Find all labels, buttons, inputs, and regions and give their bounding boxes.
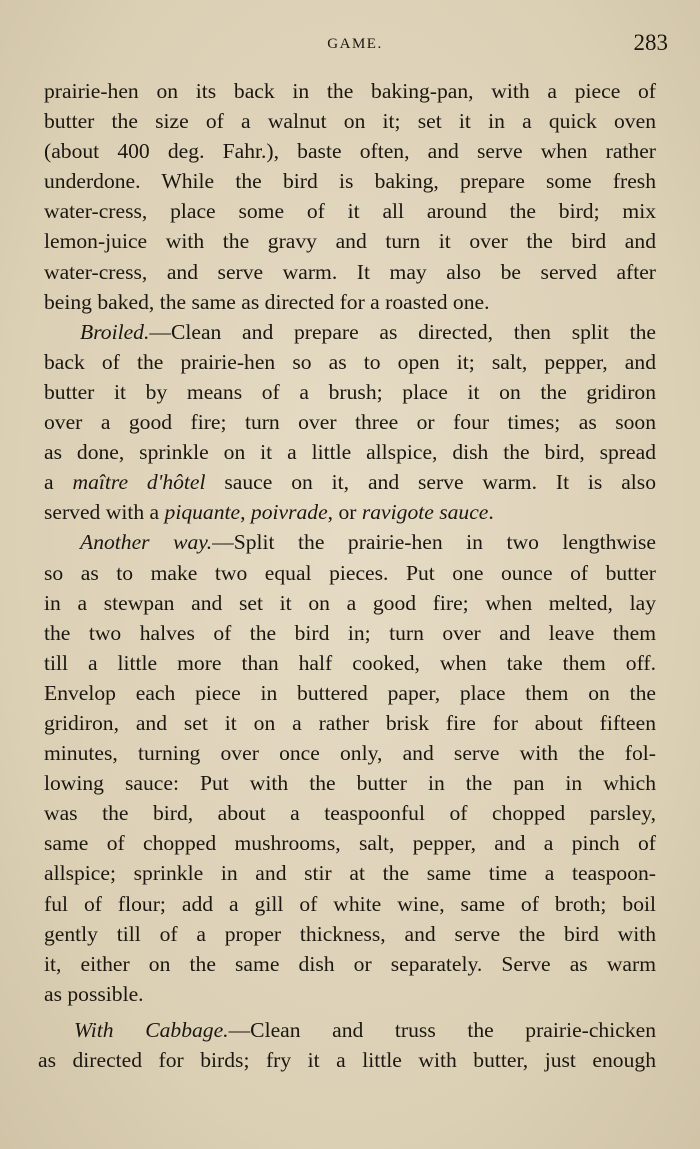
section-heading-another-way: Another way. bbox=[80, 530, 213, 555]
text-line: being baked, the same as directed for a roasted one. bbox=[44, 289, 490, 314]
text-line: ful of flour; add a gill of white wine, same of broth; boil bbox=[44, 891, 656, 916]
text-line: the two halves of the bird in; turn over and leave them bbox=[44, 620, 656, 645]
text-line: lemon-juice with the gravy and turn it over the bird and bbox=[44, 229, 656, 254]
text-line: in a stewpan and set it on a good fire; when melted, lay bbox=[44, 590, 656, 615]
text-line: as done, sprinkle on it a little allspice, dish the bird, spread bbox=[44, 440, 656, 465]
paragraph-broiled bbox=[44, 317, 656, 528]
text-line: a maître d'hôtel sauce on it, and serve warm. It is also bbox=[44, 470, 656, 495]
body-text bbox=[38, 76, 656, 1075]
text-line: Another way.—Split the prairie-hen in two lengthwise bbox=[80, 530, 656, 555]
text-line: underdone. While the bird is baking, prepare some fresh bbox=[44, 169, 656, 194]
text-line: With Cabbage.—Clean and truss the prairie-chicken bbox=[74, 1017, 656, 1042]
sauce-name: poivrade bbox=[250, 500, 328, 525]
text-line: over a good fire; turn over three or four times; as soon bbox=[44, 410, 656, 435]
section-heading-broiled: Broiled. bbox=[80, 319, 150, 344]
text-line: same of chopped mushrooms, salt, pepper, and a pinch of bbox=[44, 831, 656, 856]
sauce-name: piquante bbox=[164, 500, 241, 525]
text-line: so as to make two equal pieces. Put one ounce of butter bbox=[44, 560, 656, 585]
page-header bbox=[40, 30, 670, 60]
text-line: back of the prairie-hen so as to open it; salt, pepper, and bbox=[44, 349, 656, 374]
text-line: Broiled.—Clean and prepare as directed, then split the bbox=[80, 319, 656, 344]
text-line: minutes, turning over once only, and serve with the fol- bbox=[44, 741, 656, 766]
text-line: gridiron, and set it on a rather brisk fire for about fifteen bbox=[44, 710, 656, 735]
paragraph-baked bbox=[44, 76, 656, 317]
text-line: Envelop each piece in buttered paper, place them on the bbox=[44, 680, 656, 705]
text-line: water-cress, place some of it all around the bird; mix bbox=[44, 199, 656, 224]
text-line: till a little more than half cooked, when take them off. bbox=[44, 650, 656, 675]
sauce-name: ravigote sauce bbox=[361, 500, 489, 525]
text-line: served with a piquante, poivrade, or ravigote sauce. bbox=[44, 500, 494, 525]
section-heading-with-cabbage: With Cabbage. bbox=[74, 1017, 229, 1042]
text-line: as directed for birds; fry it a little with butter, just enough bbox=[38, 1048, 656, 1072]
page-number: 283 bbox=[633, 30, 668, 55]
text-line: was the bird, about a teaspoonful of chopped parsley, bbox=[44, 801, 656, 826]
paragraph-another-way bbox=[44, 527, 656, 1009]
text-line: prairie-hen on its back in the baking-pan, with a piece of bbox=[44, 79, 656, 103]
text-line: butter the size of a walnut on it; set it in a quick oven bbox=[44, 109, 656, 134]
text-line: gently till of a proper thickness, and serve the bird with bbox=[44, 921, 656, 946]
text-line: as possible. bbox=[44, 981, 144, 1006]
text-line: butter it by means of a brush; place it on the gridiron bbox=[44, 379, 656, 404]
text-line: water-cress, and serve warm. It may also be served after bbox=[44, 259, 656, 284]
sauce-name: maître d'hôtel bbox=[72, 470, 206, 495]
text-line: lowing sauce: Put with the butter in the pan in which bbox=[44, 771, 656, 796]
text-line: allspice; sprinkle in and stir at the same time a teaspoon- bbox=[44, 861, 656, 886]
running-head: GAME. bbox=[327, 36, 383, 52]
text-line: (about 400 deg. Fahr.), baste often, and serve when rather bbox=[44, 139, 656, 164]
text-line: it, either on the same dish or separately. Serve as warm bbox=[44, 951, 656, 976]
paragraph-with-cabbage bbox=[38, 1015, 656, 1075]
